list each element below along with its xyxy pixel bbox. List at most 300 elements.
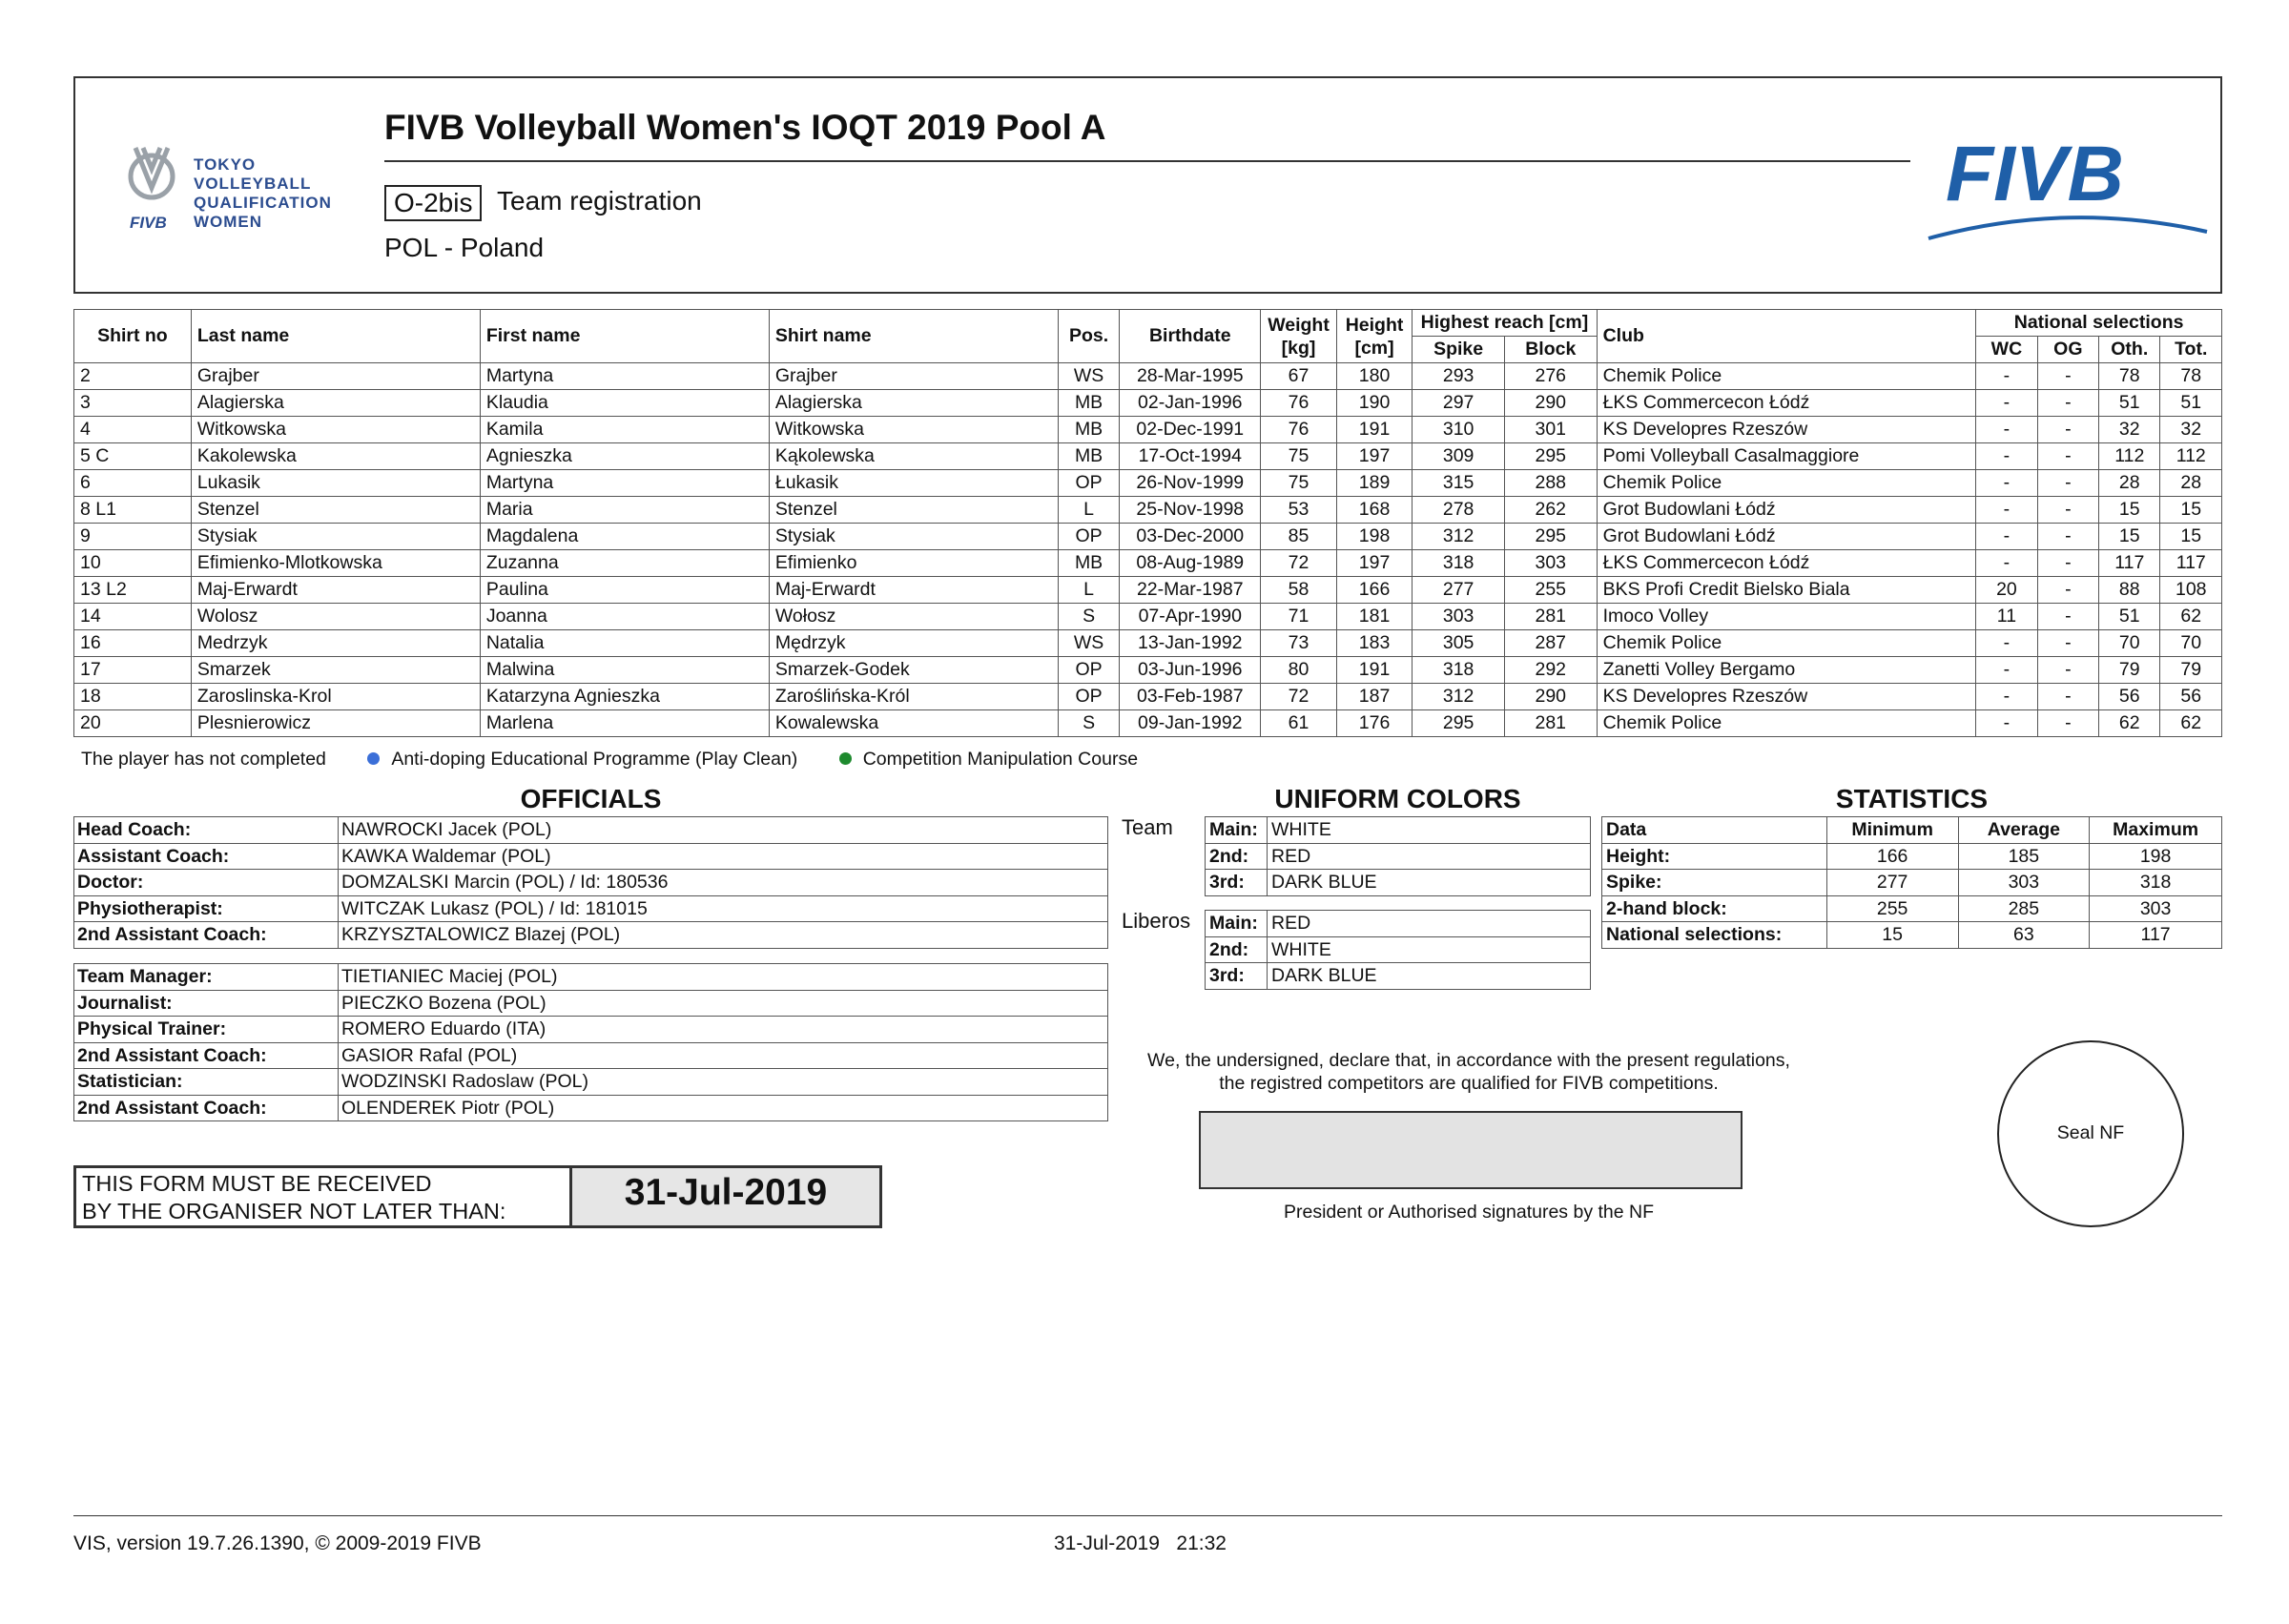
player-height: 191 xyxy=(1336,417,1413,443)
player-shirt-no: 2 xyxy=(74,363,192,390)
stats-label: 2-hand block: xyxy=(1602,895,1827,922)
player-birthdate: 07-Apr-1990 xyxy=(1120,604,1261,630)
player-last-name: Plesnierowicz xyxy=(191,710,480,737)
stats-col-average: Average xyxy=(1958,817,2090,844)
player-wc: - xyxy=(1976,363,2037,390)
player-weight: 75 xyxy=(1261,443,1337,470)
player-first-name: Zuzanna xyxy=(480,550,769,577)
col-birthdate: Birthdate xyxy=(1120,310,1261,363)
player-oth: 70 xyxy=(2099,630,2160,657)
player-club: Grot Budowlani Łódź xyxy=(1597,497,1976,524)
uniform-team-row xyxy=(1206,817,1591,844)
form-name: Team registration xyxy=(497,186,702,216)
legend xyxy=(81,749,1138,771)
player-row xyxy=(74,604,2222,630)
player-position: S xyxy=(1058,604,1119,630)
player-first-name: Paulina xyxy=(480,577,769,604)
player-og: - xyxy=(2037,604,2098,630)
uniform-team-table xyxy=(1205,816,1591,896)
player-weight: 58 xyxy=(1261,577,1337,604)
officials-table-2 xyxy=(73,963,1108,1121)
player-weight: 80 xyxy=(1261,657,1337,684)
player-birthdate: 03-Feb-1987 xyxy=(1120,684,1261,710)
player-spike: 297 xyxy=(1413,390,1505,417)
stats-maximum: 303 xyxy=(2090,895,2222,922)
player-birthdate: 28-Mar-1995 xyxy=(1120,363,1261,390)
player-wc: - xyxy=(1976,497,2037,524)
player-block: 301 xyxy=(1504,417,1597,443)
statistics-header-row xyxy=(1602,817,2222,844)
stats-col-maximum: Maximum xyxy=(2090,817,2222,844)
player-wc: - xyxy=(1976,524,2037,550)
player-row xyxy=(74,443,2222,470)
statistics-row xyxy=(1602,895,2222,922)
col-club: Club xyxy=(1597,310,1976,363)
player-wc: 20 xyxy=(1976,577,2037,604)
player-position: MB xyxy=(1058,443,1119,470)
player-block: 276 xyxy=(1504,363,1597,390)
player-row xyxy=(74,577,2222,604)
player-height: 168 xyxy=(1336,497,1413,524)
player-spike: 278 xyxy=(1413,497,1505,524)
official-row xyxy=(74,895,1108,922)
player-og: - xyxy=(2037,363,2098,390)
uniform-libero-value: WHITE xyxy=(1268,936,1591,963)
player-first-name: Malwina xyxy=(480,657,769,684)
player-first-name: Agnieszka xyxy=(480,443,769,470)
players-body xyxy=(74,363,2222,737)
player-og: - xyxy=(2037,390,2098,417)
player-birthdate: 17-Oct-1994 xyxy=(1120,443,1261,470)
official-label: 2nd Assistant Coach: xyxy=(74,1042,339,1069)
uniform-team-row xyxy=(1206,843,1591,870)
official-value: NAWROCKI Jacek (POL) xyxy=(339,817,1108,844)
player-last-name: Grajber xyxy=(191,363,480,390)
player-spike: 305 xyxy=(1413,630,1505,657)
player-weight: 75 xyxy=(1261,470,1337,497)
official-label: Physiotherapist: xyxy=(74,895,339,922)
player-oth: 32 xyxy=(2099,417,2160,443)
player-weight: 85 xyxy=(1261,524,1337,550)
uniform-team-label: Team xyxy=(1122,815,1173,839)
col-oth: Oth. xyxy=(2099,337,2160,363)
official-label: Team Manager: xyxy=(74,964,339,991)
player-row xyxy=(74,710,2222,737)
col-weight: Weight [kg] xyxy=(1261,310,1337,363)
player-block: 290 xyxy=(1504,684,1597,710)
form-code-badge: O-2bis xyxy=(384,185,482,221)
player-tot: 51 xyxy=(2160,390,2222,417)
player-last-name: Witkowska xyxy=(191,417,480,443)
statistics-row xyxy=(1602,843,2222,870)
player-birthdate: 25-Nov-1998 xyxy=(1120,497,1261,524)
player-oth: 51 xyxy=(2099,390,2160,417)
stats-average: 285 xyxy=(1958,895,2090,922)
tokyo-qualification-text: TOKYO VOLLEYBALL QUALIFICATION WOMEN xyxy=(194,155,332,231)
player-first-name: Martyna xyxy=(480,470,769,497)
player-spike: 293 xyxy=(1413,363,1505,390)
seal-label: Seal NF xyxy=(2056,1122,2125,1143)
player-club: Grot Budowlani Łódź xyxy=(1597,524,1976,550)
legend-anti-doping: Anti-doping Educational Programme (Play Clean) xyxy=(391,749,798,770)
fivb-logo xyxy=(1925,134,2211,243)
player-row xyxy=(74,550,2222,577)
player-oth: 51 xyxy=(2099,604,2160,630)
player-row xyxy=(74,470,2222,497)
player-shirt-name: Zaroślińska-Król xyxy=(769,684,1058,710)
officials-table-1 xyxy=(73,816,1108,949)
official-row xyxy=(74,1095,1108,1121)
player-shirt-name: Kowalewska xyxy=(769,710,1058,737)
deadline-text: THIS FORM MUST BE RECEIVED BY THE ORGANISER NOT LATER THAN: xyxy=(82,1171,506,1223)
uniform-team-label: Main: xyxy=(1206,817,1268,844)
player-shirt-no: 10 xyxy=(74,550,192,577)
player-row xyxy=(74,684,2222,710)
player-shirt-no: 20 xyxy=(74,710,192,737)
player-first-name: Kamila xyxy=(480,417,769,443)
player-position: WS xyxy=(1058,630,1119,657)
stats-average: 185 xyxy=(1958,843,2090,870)
player-first-name: Klaudia xyxy=(480,390,769,417)
player-last-name: Kakolewska xyxy=(191,443,480,470)
player-club: KS Developres Rzeszów xyxy=(1597,684,1976,710)
official-row xyxy=(74,817,1108,844)
player-shirt-no: 4 xyxy=(74,417,192,443)
player-weight: 76 xyxy=(1261,390,1337,417)
player-position: OP xyxy=(1058,470,1119,497)
player-weight: 67 xyxy=(1261,363,1337,390)
statistics-title: STATISTICS xyxy=(1835,784,1989,813)
player-last-name: Efimienko-Mlotkowska xyxy=(191,550,480,577)
player-club: Chemik Police xyxy=(1597,470,1976,497)
player-block: 281 xyxy=(1504,604,1597,630)
uniform-libero-value: RED xyxy=(1268,911,1591,937)
player-first-name: Maria xyxy=(480,497,769,524)
player-birthdate: 08-Aug-1989 xyxy=(1120,550,1261,577)
player-shirt-no: 17 xyxy=(74,657,192,684)
player-og: - xyxy=(2037,684,2098,710)
official-row xyxy=(74,1042,1108,1069)
player-club: ŁKS Commercecon Łódź xyxy=(1597,550,1976,577)
anti-doping-dot-icon xyxy=(367,752,380,765)
official-label: Doctor: xyxy=(74,870,339,896)
uniform-libero-row xyxy=(1206,911,1591,937)
player-spike: 312 xyxy=(1413,684,1505,710)
player-height: 191 xyxy=(1336,657,1413,684)
official-label: 2nd Assistant Coach: xyxy=(74,922,339,949)
player-spike: 312 xyxy=(1413,524,1505,550)
player-first-name: Martyna xyxy=(480,363,769,390)
player-og: - xyxy=(2037,497,2098,524)
officials-title: OFFICIALS xyxy=(520,784,662,813)
official-row xyxy=(74,922,1108,949)
player-block: 292 xyxy=(1504,657,1597,684)
player-last-name: Lukasik xyxy=(191,470,480,497)
official-value: GASIOR Rafal (POL) xyxy=(339,1042,1108,1069)
stats-col-minimum: Minimum xyxy=(1826,817,1958,844)
player-oth: 15 xyxy=(2099,524,2160,550)
official-label: Statistician: xyxy=(74,1069,339,1096)
player-block: 281 xyxy=(1504,710,1597,737)
player-row xyxy=(74,497,2222,524)
player-last-name: Medrzyk xyxy=(191,630,480,657)
player-og: - xyxy=(2037,630,2098,657)
player-weight: 73 xyxy=(1261,630,1337,657)
player-wc: - xyxy=(1976,710,2037,737)
stats-col-data: Data xyxy=(1602,817,1827,844)
player-height: 181 xyxy=(1336,604,1413,630)
footer-divider xyxy=(73,1515,2222,1516)
player-last-name: Stysiak xyxy=(191,524,480,550)
player-tot: 108 xyxy=(2160,577,2222,604)
player-position: S xyxy=(1058,710,1119,737)
col-first-name: First name xyxy=(480,310,769,363)
player-row xyxy=(74,363,2222,390)
player-tot: 28 xyxy=(2160,470,2222,497)
player-position: WS xyxy=(1058,363,1119,390)
player-tot: 15 xyxy=(2160,524,2222,550)
player-spike: 295 xyxy=(1413,710,1505,737)
uniform-colors-title: UNIFORM COLORS xyxy=(1274,784,1521,813)
player-wc: - xyxy=(1976,630,2037,657)
title-divider xyxy=(384,160,1910,162)
player-weight: 71 xyxy=(1261,604,1337,630)
stats-maximum: 198 xyxy=(2090,843,2222,870)
legend-intro: The player has not completed xyxy=(81,749,326,770)
player-position: MB xyxy=(1058,390,1119,417)
players-header-row xyxy=(74,310,2222,337)
player-first-name: Joanna xyxy=(480,604,769,630)
uniform-team-label: 3rd: xyxy=(1206,870,1268,896)
player-position: OP xyxy=(1058,657,1119,684)
player-shirt-name: Efimienko xyxy=(769,550,1058,577)
player-first-name: Marlena xyxy=(480,710,769,737)
statistics-row xyxy=(1602,870,2222,896)
player-last-name: Maj-Erwardt xyxy=(191,577,480,604)
player-birthdate: 02-Dec-1991 xyxy=(1120,417,1261,443)
player-block: 255 xyxy=(1504,577,1597,604)
team-name: POL - Poland xyxy=(384,233,545,262)
player-wc: - xyxy=(1976,550,2037,577)
official-value: DOMZALSKI Marcin (POL) / Id: 180536 xyxy=(339,870,1108,896)
player-og: - xyxy=(2037,417,2098,443)
player-og: - xyxy=(2037,470,2098,497)
deadline-date: 31-Jul-2019 xyxy=(624,1172,828,1213)
statistics-row xyxy=(1602,922,2222,949)
player-og: - xyxy=(2037,443,2098,470)
player-tot: 70 xyxy=(2160,630,2222,657)
uniform-libero-label: 2nd: xyxy=(1206,936,1268,963)
player-wc: - xyxy=(1976,470,2037,497)
player-tot: 117 xyxy=(2160,550,2222,577)
player-tot: 62 xyxy=(2160,710,2222,737)
player-position: OP xyxy=(1058,684,1119,710)
player-last-name: Stenzel xyxy=(191,497,480,524)
uniform-libero-row xyxy=(1206,963,1591,990)
uniform-team-value: DARK BLUE xyxy=(1268,870,1591,896)
footer-version: VIS, version 19.7.26.1390, © 2009-2019 FIVB xyxy=(73,1532,482,1554)
col-shirt-no: Shirt no xyxy=(74,310,192,363)
player-shirt-no: 6 xyxy=(74,470,192,497)
player-block: 295 xyxy=(1504,524,1597,550)
player-height: 190 xyxy=(1336,390,1413,417)
statistics-table xyxy=(1601,816,2222,949)
player-birthdate: 13-Jan-1992 xyxy=(1120,630,1261,657)
footer-timestamp: 31-Jul-2019 21:32 xyxy=(1054,1532,1227,1554)
player-shirt-name: Kąkolewska xyxy=(769,443,1058,470)
player-weight: 76 xyxy=(1261,417,1337,443)
player-height: 197 xyxy=(1336,550,1413,577)
manipulation-course-dot-icon xyxy=(839,752,852,765)
player-oth: 15 xyxy=(2099,497,2160,524)
official-row xyxy=(74,1017,1108,1043)
uniform-team-row xyxy=(1206,870,1591,896)
player-og: - xyxy=(2037,524,2098,550)
player-weight: 53 xyxy=(1261,497,1337,524)
col-block: Block xyxy=(1504,337,1597,363)
official-row xyxy=(74,843,1108,870)
player-shirt-name: Stysiak xyxy=(769,524,1058,550)
player-wc: - xyxy=(1976,657,2037,684)
uniform-team-value: RED xyxy=(1268,843,1591,870)
official-value: WODZINSKI Radoslaw (POL) xyxy=(339,1069,1108,1096)
player-spike: 318 xyxy=(1413,657,1505,684)
uniform-liberos-label: Liberos xyxy=(1122,909,1191,933)
official-row xyxy=(74,1069,1108,1096)
player-shirt-no: 3 xyxy=(74,390,192,417)
player-spike: 277 xyxy=(1413,577,1505,604)
player-shirt-name: Smarzek-Godek xyxy=(769,657,1058,684)
uniform-libero-label: Main: xyxy=(1206,911,1268,937)
player-club: Zanetti Volley Bergamo xyxy=(1597,657,1976,684)
player-height: 198 xyxy=(1336,524,1413,550)
official-value: PIECZKO Bozena (POL) xyxy=(339,990,1108,1017)
player-block: 295 xyxy=(1504,443,1597,470)
player-oth: 88 xyxy=(2099,577,2160,604)
player-shirt-name: Alagierska xyxy=(769,390,1058,417)
player-position: MB xyxy=(1058,550,1119,577)
player-row xyxy=(74,657,2222,684)
player-birthdate: 22-Mar-1987 xyxy=(1120,577,1261,604)
player-shirt-name: Grajber xyxy=(769,363,1058,390)
col-last-name: Last name xyxy=(191,310,480,363)
uniform-libero-value: DARK BLUE xyxy=(1268,963,1591,990)
player-tot: 15 xyxy=(2160,497,2222,524)
player-shirt-name: Mędrzyk xyxy=(769,630,1058,657)
official-label: Physical Trainer: xyxy=(74,1017,339,1043)
page-title: FIVB Volleyball Women's IOQT 2019 Pool A xyxy=(384,108,1106,147)
player-shirt-name: Witkowska xyxy=(769,417,1058,443)
official-value: WITCZAK Lukasz (POL) / Id: 181015 xyxy=(339,895,1108,922)
player-club: KS Developres Rzeszów xyxy=(1597,417,1976,443)
player-last-name: Smarzek xyxy=(191,657,480,684)
uniform-team-label: 2nd: xyxy=(1206,843,1268,870)
official-value: TIETIANIEC Maciej (POL) xyxy=(339,964,1108,991)
official-value: KRZYSZTALOWICZ Blazej (POL) xyxy=(339,922,1108,949)
player-club: Chemik Police xyxy=(1597,630,1976,657)
official-value: OLENDEREK Piotr (POL) xyxy=(339,1095,1108,1121)
player-club: Imoco Volley xyxy=(1597,604,1976,630)
player-weight: 72 xyxy=(1261,684,1337,710)
player-shirt-no: 8 L1 xyxy=(74,497,192,524)
player-og: - xyxy=(2037,550,2098,577)
player-position: OP xyxy=(1058,524,1119,550)
player-height: 189 xyxy=(1336,470,1413,497)
player-wc: - xyxy=(1976,443,2037,470)
stats-maximum: 318 xyxy=(2090,870,2222,896)
player-position: L xyxy=(1058,497,1119,524)
col-tot: Tot. xyxy=(2160,337,2222,363)
player-height: 176 xyxy=(1336,710,1413,737)
player-shirt-no: 14 xyxy=(74,604,192,630)
player-first-name: Katarzyna Agnieszka xyxy=(480,684,769,710)
stats-label: Height: xyxy=(1602,843,1827,870)
player-block: 262 xyxy=(1504,497,1597,524)
player-club: ŁKS Commercecon Łódź xyxy=(1597,390,1976,417)
player-block: 290 xyxy=(1504,390,1597,417)
stats-label: National selections: xyxy=(1602,922,1827,949)
player-height: 180 xyxy=(1336,363,1413,390)
stats-maximum: 117 xyxy=(2090,922,2222,949)
player-row xyxy=(74,390,2222,417)
col-shirt-name: Shirt name xyxy=(769,310,1058,363)
player-birthdate: 03-Jun-1996 xyxy=(1120,657,1261,684)
stats-minimum: 255 xyxy=(1826,895,1958,922)
player-club: Chemik Police xyxy=(1597,363,1976,390)
stats-average: 303 xyxy=(1958,870,2090,896)
official-row xyxy=(74,870,1108,896)
player-block: 303 xyxy=(1504,550,1597,577)
legend-manipulation-course: Competition Manipulation Course xyxy=(862,749,1139,770)
player-og: - xyxy=(2037,577,2098,604)
tokyo-logo-fivb-text: FIVB xyxy=(130,214,167,232)
fivb-logo-text: FIVB xyxy=(1946,134,2124,217)
col-national-selections: National selections xyxy=(1976,310,2222,337)
official-row xyxy=(74,990,1108,1017)
stats-label: Spike: xyxy=(1602,870,1827,896)
player-row xyxy=(74,524,2222,550)
player-oth: 62 xyxy=(2099,710,2160,737)
player-oth: 117 xyxy=(2099,550,2160,577)
col-og: OG xyxy=(2037,337,2098,363)
uniform-libero-row xyxy=(1206,936,1591,963)
player-wc: - xyxy=(1976,417,2037,443)
player-oth: 28 xyxy=(2099,470,2160,497)
player-oth: 79 xyxy=(2099,657,2160,684)
official-label: Head Coach: xyxy=(74,817,339,844)
player-tot: 112 xyxy=(2160,443,2222,470)
signature-field[interactable] xyxy=(1199,1111,1743,1189)
player-club: Chemik Police xyxy=(1597,710,1976,737)
player-block: 288 xyxy=(1504,470,1597,497)
uniform-liberos-table xyxy=(1205,910,1591,990)
player-last-name: Wolosz xyxy=(191,604,480,630)
player-birthdate: 02-Jan-1996 xyxy=(1120,390,1261,417)
player-oth: 56 xyxy=(2099,684,2160,710)
player-height: 166 xyxy=(1336,577,1413,604)
player-birthdate: 09-Jan-1992 xyxy=(1120,710,1261,737)
official-row xyxy=(74,964,1108,991)
player-spike: 309 xyxy=(1413,443,1505,470)
official-value: ROMERO Eduardo (ITA) xyxy=(339,1017,1108,1043)
stats-average: 63 xyxy=(1958,922,2090,949)
player-spike: 303 xyxy=(1413,604,1505,630)
player-club: BKS Profi Credit Bielsko Biala xyxy=(1597,577,1976,604)
player-last-name: Zaroslinska-Krol xyxy=(191,684,480,710)
player-shirt-no: 9 xyxy=(74,524,192,550)
player-spike: 310 xyxy=(1413,417,1505,443)
player-tot: 62 xyxy=(2160,604,2222,630)
